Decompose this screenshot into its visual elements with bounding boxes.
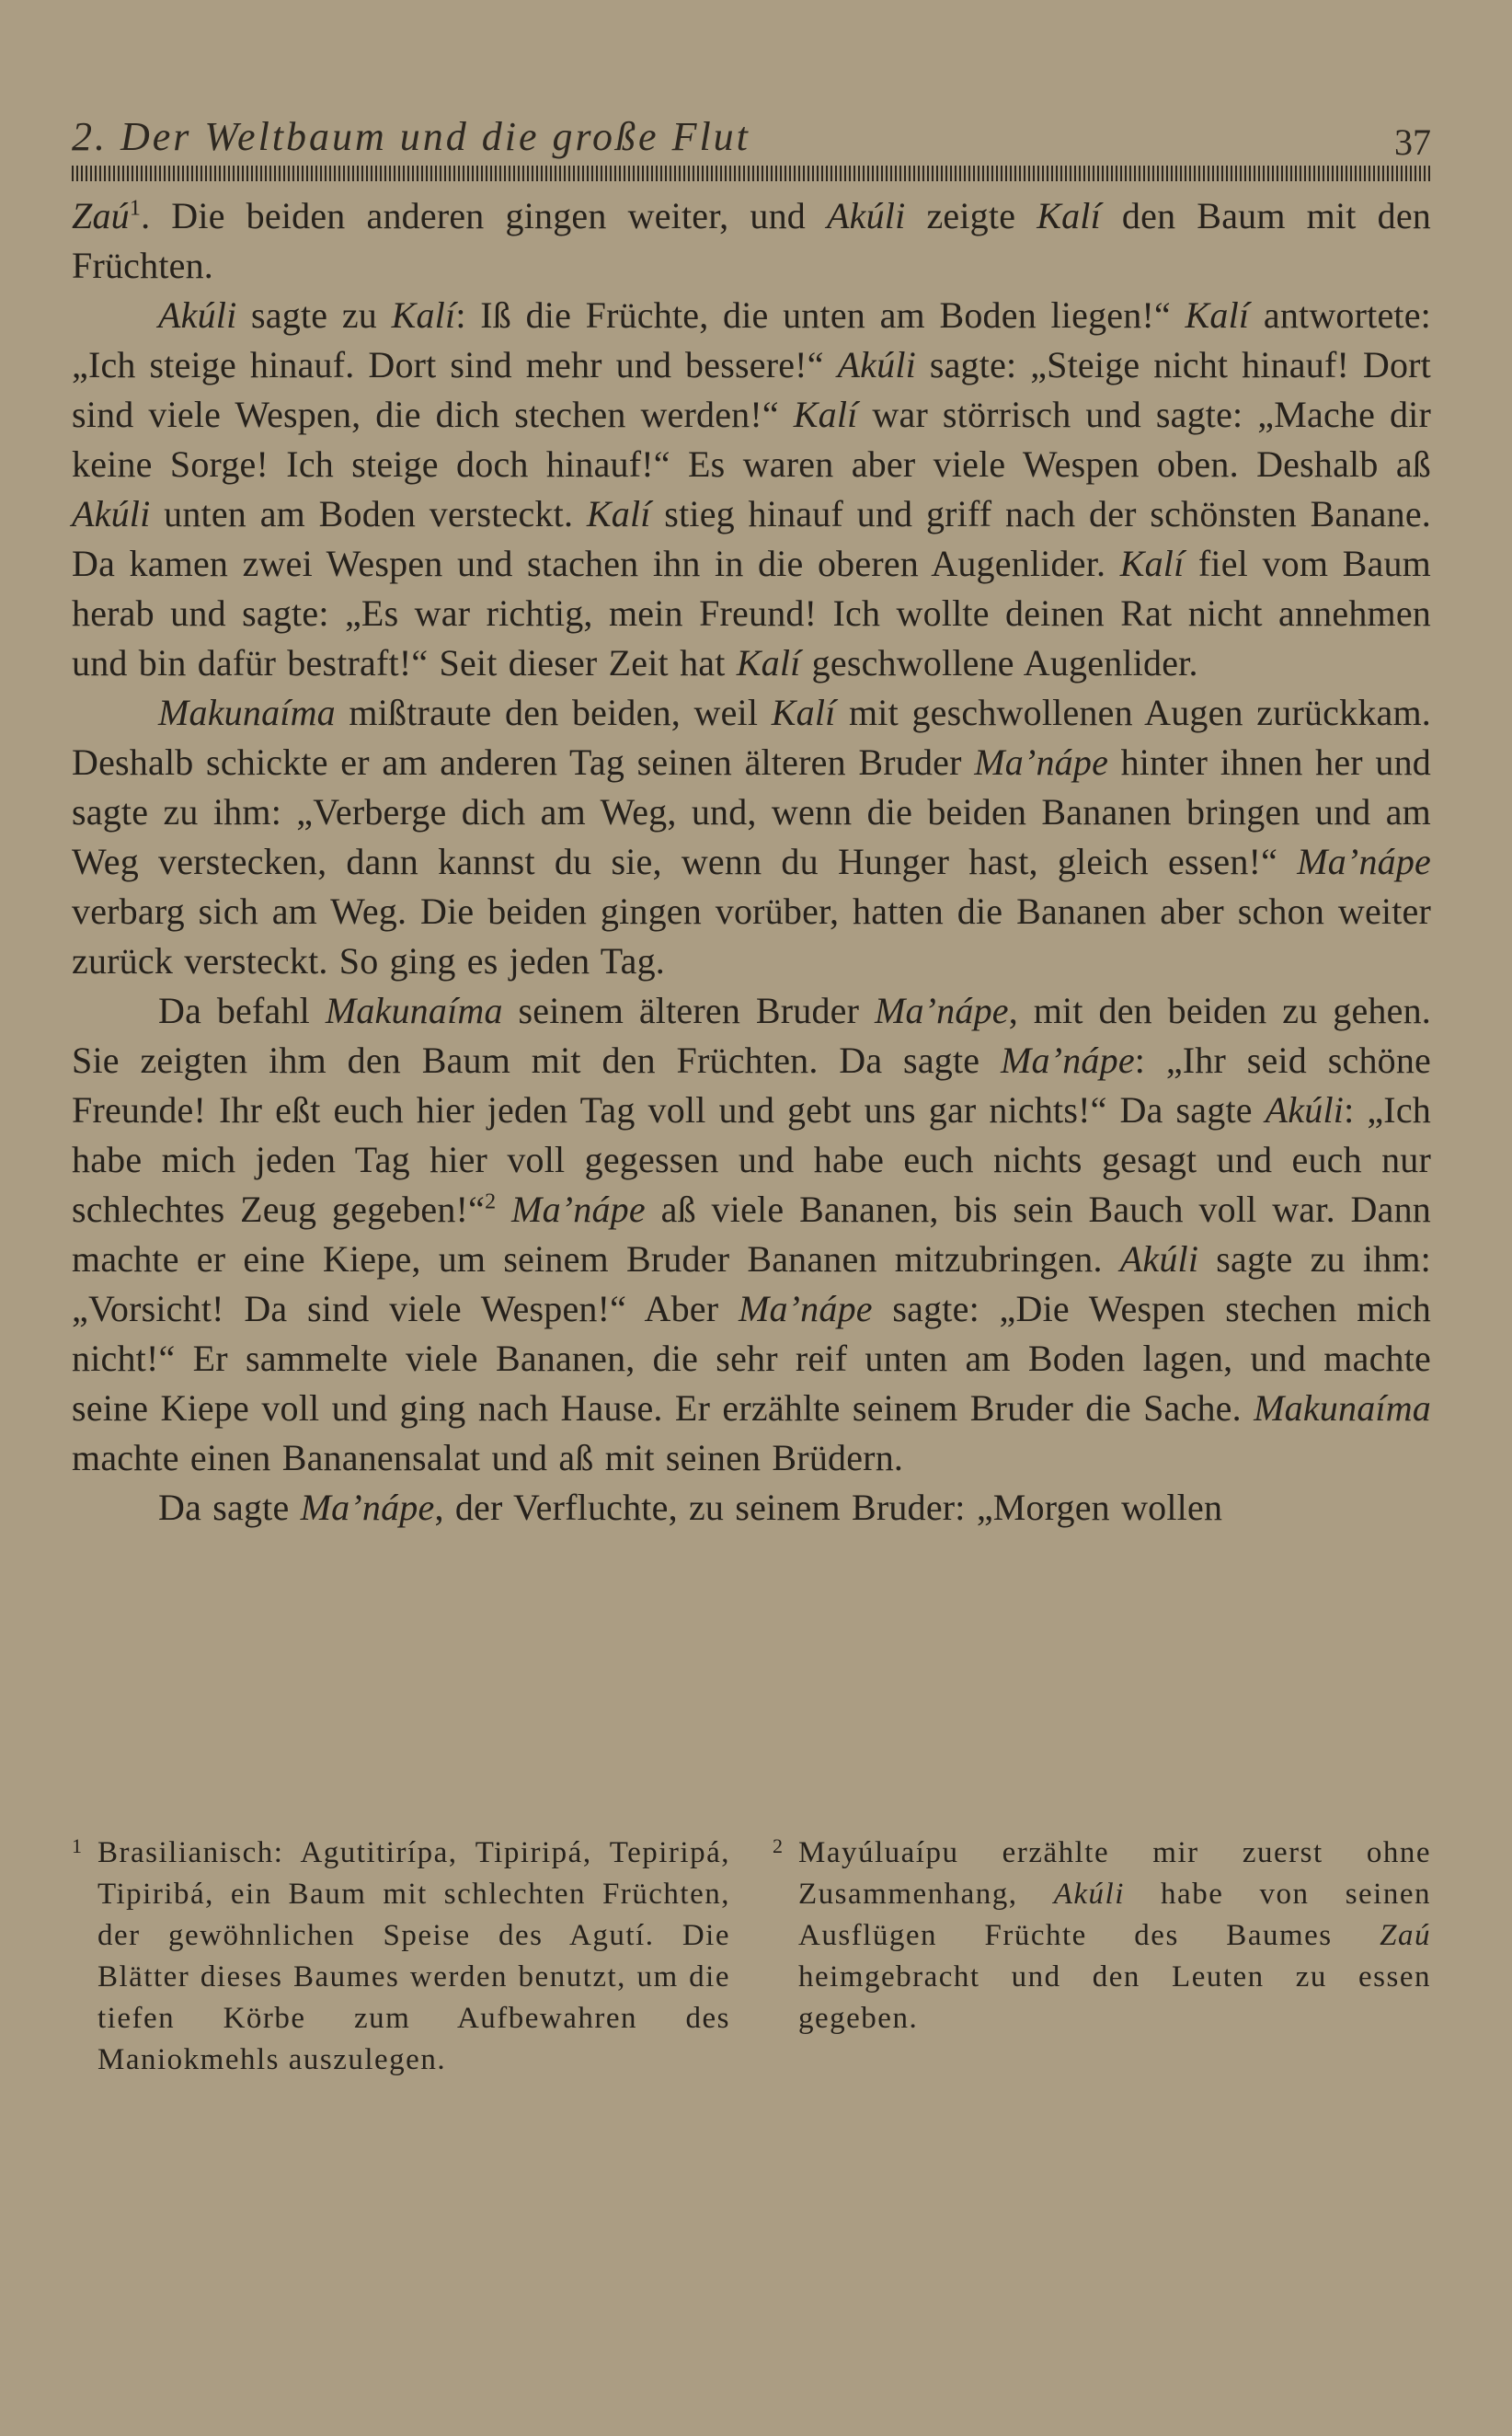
text-run: : Iß die Früchte, die unten am Boden liegen!“ — [455, 294, 1186, 336]
italic-name: Makunaíma — [325, 990, 503, 1031]
italic-name: Akúli — [1119, 1238, 1199, 1280]
text-run: den Baum mit den Früchten. — [72, 195, 1432, 286]
text-run: mißtraute den beiden, weil — [335, 692, 772, 733]
text-run: verbarg sich am Weg. Die beiden gingen vorüber, hatten die Bananen aber schon weiter zurück versteckt. So ging es jeden Tag. — [72, 891, 1431, 982]
footnotes — [72, 1833, 1431, 2081]
text-run: , der Verfluchte, zu seinem Bruder: „Morgen wollen — [434, 1487, 1223, 1528]
text-run: . Die beiden anderen gingen weiter, und — [141, 195, 828, 236]
text-run: zeigte — [905, 195, 1037, 236]
text-run: Brasilianisch: — [97, 1836, 301, 1869]
text-run: machte einen Bananensalat und aß mit seinen Brüdern. — [72, 1437, 904, 1478]
footnote-ref: 2 — [485, 1189, 497, 1214]
italic-name: Zaú — [1380, 1919, 1431, 1952]
paragraph-4 — [72, 986, 1431, 1483]
italic-name: Kalí — [771, 692, 836, 733]
main-text — [72, 191, 1431, 1533]
italic-name: Kalí — [586, 493, 651, 534]
text-run: Da sagte — [158, 1487, 301, 1528]
italic-name: Ma’nápe — [874, 990, 1009, 1031]
italic-name: Akúli — [1265, 1089, 1345, 1131]
text-run: sagte: „Steige nicht hinauf! Dort sind viele Wespen, die dich stechen werden!“ — [72, 344, 1431, 435]
running-head: 2. Der Weltbaum und die große Flut — [72, 114, 750, 159]
text-run: fiel vom Baum herab und sagte: „Es war richtig, mein Freund! Ich wollte deinen Rat nicht annehmen und bin dafür bestraft!“ Seit dieser Zeit hat — [72, 543, 1431, 684]
italic-name: Akúli — [827, 195, 906, 236]
text-run: , ein Baum mit schlechten Früchten, der gewöhnlichen Speise des Agutí. Die Blätter dieses Baumes werden benutzt, um die tiefen Körbe zum Aufbewahren des Maniokmehls auszulegen. — [97, 1878, 730, 2076]
italic-name: Ma’nápe — [1000, 1040, 1135, 1081]
text-run: geschwollene Augenlider. — [800, 642, 1198, 684]
text-run: unten am Boden versteckt. — [150, 493, 587, 534]
text-run: : „Ich habe mich jeden Tag hier voll gegessen und habe euch nichts gesagt und euch nur schlechtes Zeug gegeben!“ — [72, 1089, 1431, 1230]
italic-name: Makunaíma — [1254, 1387, 1431, 1429]
text-run: sagte zu ihm: „Vorsicht! Da sind viele Wespen!“ Aber — [72, 1238, 1431, 1329]
header-rule — [72, 166, 1431, 181]
italic-name: Kalí — [1037, 195, 1101, 236]
italic-name: Akúli — [837, 344, 916, 385]
text-run: seinem älteren Bruder — [502, 990, 875, 1031]
paragraph-3 — [72, 688, 1431, 986]
text-run: mit geschwollenen Augen zurückkam. Deshalb schickte er am anderen Tag seinen älteren Bruder — [72, 692, 1431, 783]
italic-name: Makunaíma — [158, 692, 336, 733]
text-run: war störrisch und sagte: „Mache dir keine Sorge! Ich steige doch hinauf!“ Es waren aber viele Wespen oben. Deshalb aß — [72, 394, 1432, 485]
footnote-2 — [773, 1833, 1431, 2081]
italic-name: Kalí — [391, 294, 456, 336]
italic-name: Kalí — [736, 642, 801, 684]
italic-name: Zaú — [72, 195, 130, 236]
text-run: : „Ihr seid schöne Freunde! Ihr eßt euch hier jeden Tag voll und gebt uns gar nichts!“ Da sagte — [72, 1040, 1431, 1131]
paragraph-5 — [72, 1483, 1431, 1533]
italic-name: Kalí — [1185, 294, 1250, 336]
page-number: 37 — [1394, 121, 1431, 163]
text-run: , mit den beiden zu gehen. Sie zeigten ihm den Baum mit den Früchten. Da sagte — [72, 990, 1431, 1081]
italic-name: Ma’nápe — [1297, 841, 1431, 882]
paragraph-2 — [72, 291, 1431, 688]
italic-name: Ma’nápe — [738, 1288, 873, 1329]
text-run: Mayúluaípu erzählte mir zuerst ohne Zusammenhang, — [798, 1836, 1431, 1911]
footnote-mark: 2 — [773, 1834, 785, 1857]
text-run: habe von seinen Ausflügen Früchte des Baumes — [798, 1878, 1432, 1952]
footnote-ref: 1 — [129, 196, 142, 221]
text-run: sagte: „Die Wespen stechen mich nicht!“ Er sammelte viele Bananen, die sehr reif unten am Boden lagen, und machte seine Kiepe voll und ging nach Hause. Er erzählte seinem Bruder die Sache. — [72, 1288, 1431, 1429]
text-run: Da befahl — [158, 990, 326, 1031]
italic-name: Ma’nápe — [300, 1487, 435, 1528]
italic-name: Ma’nápe — [511, 1189, 646, 1230]
footnote-mark: 1 — [72, 1834, 84, 1857]
text-run: hinter ihnen her und sagte zu ihm: „Verberge dich am Weg, und, wenn die beiden Bananen bringen und am Weg verstecken, dann kannst du sie, wenn du Hunger hast, gleich essen!“ — [72, 741, 1431, 882]
italic-name: Kalí — [793, 394, 858, 435]
italic-name: Akúli — [72, 493, 151, 534]
text-run: aß viele Bananen, bis sein Bauch voll war. Dann machte er eine Kiepe, um seinem Bruder Bananen mitzubringen. — [72, 1189, 1431, 1280]
italic-name: Akúli — [158, 294, 237, 336]
text-run: Agutitirípa, Tipiripá, Tepiripá, Tipiribá — [97, 1836, 730, 1911]
text-run: heimgebracht und den Leuten zu essen gegeben. — [798, 1960, 1431, 2035]
footnote-1 — [72, 1833, 730, 2081]
page-header — [72, 109, 1431, 164]
italic-name: Kalí — [1119, 543, 1185, 584]
text-run: antwortete: „Ich steige hinauf. Dort sind mehr und bessere!“ — [72, 294, 1431, 385]
italic-name: Akúli — [1053, 1878, 1125, 1911]
text-run: stieg hinauf und griff nach der schönsten Banane. Da kamen zwei Wespen und stachen ihn in die oberen Augenlider. — [72, 493, 1431, 584]
text-run: sagte zu — [236, 294, 392, 336]
paragraph-1 — [72, 191, 1431, 291]
italic-name: Ma’nápe — [974, 741, 1109, 783]
text-run — [496, 1189, 511, 1230]
